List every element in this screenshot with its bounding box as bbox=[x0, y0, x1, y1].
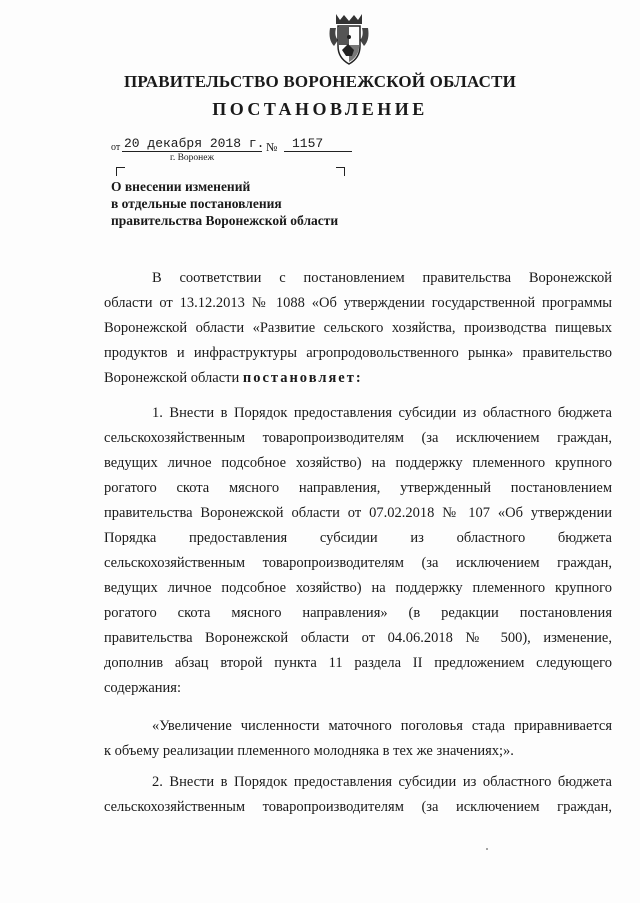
subject-line: в отдельные постановления bbox=[111, 196, 282, 211]
text-line: «Увеличение численности маточного поголовья стада приравнивается bbox=[152, 718, 612, 734]
resolves-word: постановляет: bbox=[242, 370, 363, 386]
paragraph-quote bbox=[104, 714, 612, 764]
paragraph-preamble bbox=[104, 266, 612, 391]
number-underline bbox=[284, 151, 352, 152]
text-line: сельскохозяйственным товаропроизводителям (за исключением граждан, bbox=[104, 430, 612, 446]
text-line: сельскохозяйственным товаропроизводителям (за исключением граждан, bbox=[104, 555, 612, 571]
text-line: 1. Внести в Порядок предоставления субсидии из областного бюджета bbox=[152, 405, 612, 421]
text-line: ведущих личное подсобное хозяйство) на поддержку племенного крупного bbox=[104, 580, 612, 596]
scan-speck bbox=[486, 848, 488, 850]
document-type: ПОСТАНОВЛЕНИЕ bbox=[212, 99, 428, 119]
text-line: дополнив абзац второй пункта 11 раздела II предложением следующего bbox=[104, 655, 612, 671]
paragraph-item-1 bbox=[104, 401, 612, 701]
text-line: правительства Воронежской области от 07.02.2018 № 107 «Об утверждении bbox=[104, 505, 612, 521]
corner-mark-left bbox=[116, 167, 125, 176]
document-number: 1157 bbox=[292, 136, 324, 151]
government-title: ПРАВИТЕЛЬСТВО ВОРОНЕЖСКОЙ ОБЛАСТИ bbox=[123, 72, 517, 91]
text-line: правительства Воронежской области от 04.06.2018 № 500), изменение, bbox=[104, 630, 612, 646]
document-subject bbox=[111, 178, 338, 229]
date-underline bbox=[122, 151, 262, 152]
text-line: ведущих личное подсобное хозяйство) на поддержку племенного крупного bbox=[104, 455, 612, 471]
date-number-line bbox=[0, 136, 640, 166]
corner-mark-right bbox=[336, 167, 345, 176]
from-label: от bbox=[111, 142, 121, 153]
text-line: В соответствии с постановлением правительства Воронежской bbox=[152, 270, 612, 286]
number-label: № bbox=[266, 140, 278, 154]
text-fragment: Воронежской области bbox=[104, 370, 243, 386]
subject-line: правительства Воронежской области bbox=[111, 213, 339, 228]
city-label: г. Воронеж bbox=[170, 153, 215, 163]
paragraph-item-2 bbox=[104, 770, 612, 820]
text-line: содержания: bbox=[104, 680, 182, 696]
text-line: продуктов и инфраструктуры агропродовольственного рынка» правительство bbox=[104, 345, 612, 361]
subject-line: О внесении изменений bbox=[111, 179, 251, 194]
coat-of-arms-icon bbox=[326, 10, 372, 68]
text-line: сельскохозяйственным товаропроизводителям (за исключением граждан, bbox=[104, 799, 612, 815]
text-line: 2. Внести в Порядок предоставления субсидии из областного бюджета bbox=[152, 774, 612, 790]
text-line: Порядка предоставления субсидии из областного бюджета bbox=[104, 530, 612, 546]
document-date: 20 декабря 2018 г. bbox=[124, 136, 265, 151]
text-line: области от 13.12.2013 № 1088 «Об утверждении государственной программы bbox=[104, 295, 612, 311]
text-line: к объему реализации племенного молодняка в тех же значениях;». bbox=[104, 743, 514, 759]
text-line: рогатого скота мясного направления, утвержденный постановлением bbox=[104, 480, 612, 496]
text-line: рогатого скота мясного направления» (в редакции постановления bbox=[104, 605, 612, 621]
text-line: Воронежской области «Развитие сельского хозяйства, производства пищевых bbox=[104, 320, 612, 336]
text-line bbox=[104, 366, 612, 391]
